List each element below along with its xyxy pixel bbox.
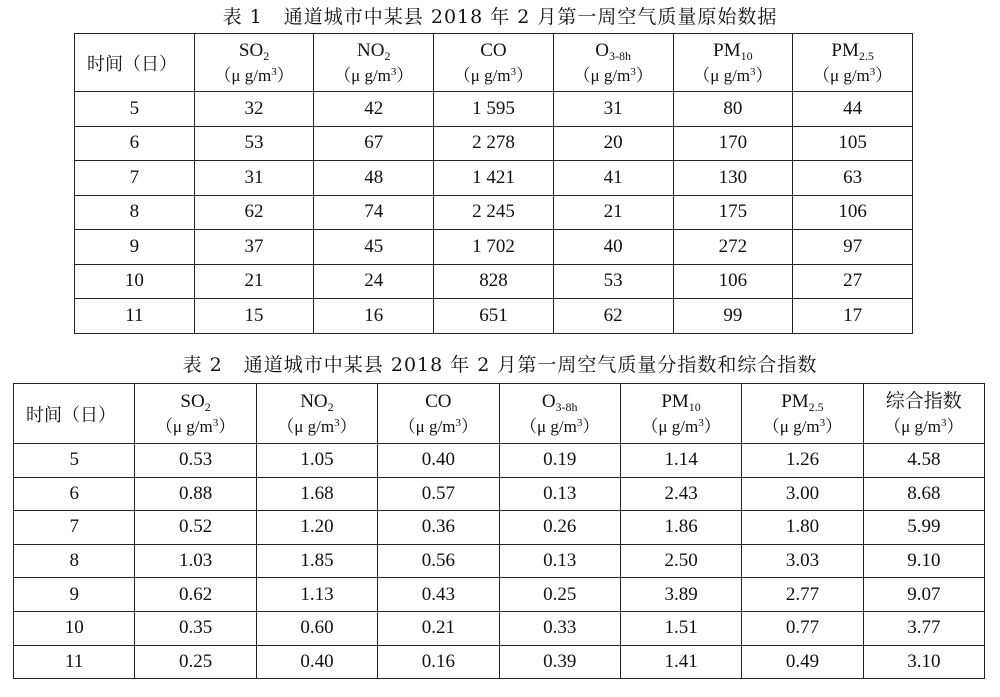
header-subscript: 2 (327, 399, 334, 414)
day-cell: 5 (14, 444, 135, 478)
header-subscript: 2.5 (808, 399, 824, 414)
value-cell: 0.25 (135, 645, 256, 679)
value-cell: 27 (793, 264, 913, 299)
table2-header-row (14, 384, 985, 444)
value-cell: 2.50 (620, 544, 741, 578)
value-cell: 106 (793, 195, 913, 230)
header-unit (674, 64, 793, 88)
value-cell: 0.62 (135, 578, 256, 612)
value-cell: 130 (673, 161, 793, 196)
header-name (378, 389, 498, 415)
value-cell: 8.68 (863, 477, 984, 511)
table-row (14, 544, 985, 578)
value-cell: 31 (553, 92, 673, 127)
table2-header-cell (378, 384, 499, 444)
header-name-text: O (595, 39, 610, 61)
unit-close: ） (703, 416, 721, 436)
table1-header-cell (793, 34, 913, 92)
table2-header-cell (863, 384, 984, 444)
value-cell: 0.43 (378, 578, 499, 612)
header-subscript: 3-8h (609, 48, 632, 63)
unit-close: ） (339, 416, 357, 436)
value-cell: 272 (673, 230, 793, 265)
header-name (674, 38, 793, 64)
value-cell: 0.40 (256, 645, 377, 679)
value-cell: 2.43 (620, 477, 741, 511)
value-cell: 16 (314, 299, 434, 334)
value-cell: 0.16 (378, 645, 499, 679)
value-cell: 105 (793, 126, 913, 161)
value-cell: 1.41 (620, 645, 741, 679)
value-cell: 31 (194, 161, 314, 196)
unit-close: ） (946, 417, 964, 436)
value-cell: 0.13 (499, 544, 620, 578)
value-cell: 1.05 (256, 444, 377, 478)
value-cell: 45 (314, 230, 434, 265)
table1-header-cell (194, 34, 314, 92)
header-name (554, 38, 673, 64)
value-cell: 62 (553, 299, 673, 334)
unit-superscript: 3 (271, 65, 277, 78)
header-name-text: O (541, 390, 556, 412)
header-unit (742, 415, 862, 439)
unit-text: （μ g/m (214, 65, 272, 85)
unit-text: （μ g/m (573, 65, 631, 85)
value-cell: 651 (434, 299, 554, 334)
header-name (195, 38, 314, 64)
header-name-text: CO (425, 390, 452, 412)
table1-header-row (75, 34, 913, 92)
header-unit (195, 64, 314, 88)
value-cell: 21 (194, 264, 314, 299)
value-cell: 1.85 (256, 544, 377, 578)
value-cell: 0.25 (499, 578, 620, 612)
table2-header-cell (620, 384, 741, 444)
day-cell: 9 (14, 578, 135, 612)
header-unit (500, 415, 620, 439)
table-row (75, 195, 913, 230)
value-cell: 3.00 (742, 477, 863, 511)
header-name (257, 389, 377, 415)
table1-header-cell (75, 34, 195, 92)
day-cell: 7 (75, 161, 195, 196)
header-name-text: SO (238, 39, 264, 61)
value-cell: 62 (194, 195, 314, 230)
unit-text: （μ g/m (884, 417, 941, 436)
value-cell: 5.99 (863, 511, 984, 545)
header-name (135, 389, 255, 415)
value-cell: 63 (793, 161, 913, 196)
header-name-text: SO (180, 390, 205, 412)
value-cell: 17 (793, 299, 913, 334)
day-cell: 8 (14, 544, 135, 578)
table-row (14, 511, 985, 545)
value-cell: 0.52 (135, 511, 256, 545)
value-cell: 74 (314, 195, 434, 230)
day-cell: 8 (75, 195, 195, 230)
unit-superscript: 3 (212, 416, 219, 429)
table-row (14, 578, 985, 612)
header-name-text: NO (357, 39, 385, 61)
header-name-text: NO (300, 390, 328, 412)
table2-caption: 表 2 通道城市中某县 2018 年 2 月第一周空气质量分指数和综合指数 (182, 354, 818, 376)
unit-superscript: 3 (869, 65, 876, 78)
table2-body (14, 444, 985, 679)
value-cell: 80 (673, 92, 793, 127)
value-cell: 21 (553, 195, 673, 230)
unit-close: ） (755, 65, 773, 85)
day-cell: 5 (75, 92, 195, 127)
value-cell: 9.07 (863, 578, 984, 612)
value-cell: 106 (673, 264, 793, 299)
unit-text: （μ g/m (812, 65, 870, 85)
value-cell: 0.26 (499, 511, 620, 545)
table1-header-cell (673, 34, 793, 92)
table1-air-quality-raw (74, 33, 913, 334)
value-cell: 2.77 (742, 578, 863, 612)
value-cell: 0.60 (256, 611, 377, 645)
table-row (75, 264, 913, 299)
value-cell: 0.21 (378, 611, 499, 645)
table1-header-cell (314, 34, 434, 92)
value-cell: 1 702 (434, 230, 554, 265)
header-name (434, 38, 553, 64)
unit-close: ） (582, 416, 600, 436)
value-cell: 20 (553, 126, 673, 161)
value-cell: 1.20 (256, 511, 377, 545)
value-cell: 0.13 (499, 477, 620, 511)
unit-text: （μ g/m (155, 416, 213, 436)
header-subscript: 2 (263, 48, 270, 63)
value-cell: 1.68 (256, 477, 377, 511)
header-subscript: 2 (204, 399, 211, 414)
unit-text: （μ g/m (334, 65, 391, 85)
unit-text: （μ g/m (762, 416, 820, 436)
value-cell: 175 (673, 195, 793, 230)
header-unit (793, 64, 912, 88)
table-row (75, 161, 913, 196)
value-cell: 0.53 (135, 444, 256, 478)
unit-superscript: 3 (455, 416, 461, 429)
header-name-text: PM (831, 39, 859, 61)
table2-header-cell (14, 384, 135, 444)
header-unit (378, 415, 498, 439)
table2-header-cell (742, 384, 863, 444)
unit-close: ） (825, 416, 843, 436)
unit-close: ） (396, 65, 414, 85)
value-cell: 44 (793, 92, 913, 127)
unit-superscript: 3 (819, 416, 826, 429)
value-cell: 1.86 (620, 511, 741, 545)
table-row (14, 477, 985, 511)
table-row (75, 92, 913, 127)
day-cell: 10 (14, 611, 135, 645)
unit-superscript: 3 (630, 65, 636, 78)
header-unit (434, 64, 553, 88)
unit-text: （μ g/m (520, 416, 577, 436)
unit-close: ） (635, 65, 653, 85)
table2-header-cell (135, 384, 256, 444)
value-cell: 0.77 (742, 611, 863, 645)
value-cell: 0.57 (378, 477, 499, 511)
header-label: 时间（日） (26, 404, 116, 426)
value-cell: 3.10 (863, 645, 984, 679)
day-cell: 6 (14, 477, 135, 511)
table-row (75, 126, 913, 161)
day-cell: 6 (75, 126, 195, 161)
value-cell: 0.39 (499, 645, 620, 679)
unit-close: ） (516, 65, 534, 85)
value-cell: 0.36 (378, 511, 499, 545)
value-cell: 1.51 (620, 611, 741, 645)
table1-caption: 表 1 通道城市中某县 2018 年 2 月第一周空气质量原始数据 (222, 6, 778, 28)
unit-text: （μ g/m (398, 416, 456, 436)
value-cell: 41 (553, 161, 673, 196)
value-cell: 97 (793, 230, 913, 265)
value-cell: 1.14 (620, 444, 741, 478)
value-cell: 828 (434, 264, 554, 299)
day-cell: 11 (75, 299, 195, 334)
header-name (621, 389, 741, 415)
value-cell: 37 (194, 230, 314, 265)
header-name-text: 综合指数 (885, 390, 962, 412)
value-cell: 2 278 (434, 126, 554, 161)
header-subscript: 2 (384, 48, 391, 63)
unit-superscript: 3 (698, 416, 704, 429)
header-unit (864, 415, 984, 439)
table-row (14, 444, 985, 478)
table-row (75, 299, 913, 334)
header-name-text: PM (781, 390, 809, 412)
value-cell: 3.89 (620, 578, 741, 612)
value-cell: 0.88 (135, 477, 256, 511)
table-row (75, 230, 913, 265)
value-cell: 3.03 (742, 544, 863, 578)
value-cell: 32 (194, 92, 314, 127)
header-label: 时间（日） (87, 53, 177, 75)
value-cell: 1.26 (742, 444, 863, 478)
value-cell: 0.56 (378, 544, 499, 578)
value-cell: 0.49 (742, 645, 863, 679)
value-cell: 48 (314, 161, 434, 196)
value-cell: 15 (194, 299, 314, 334)
value-cell: 0.33 (499, 611, 620, 645)
value-cell: 67 (314, 126, 434, 161)
header-unit (314, 64, 433, 88)
value-cell: 170 (673, 126, 793, 161)
header-subscript: 10 (740, 48, 753, 63)
value-cell: 0.35 (135, 611, 256, 645)
unit-superscript: 3 (510, 65, 517, 78)
header-name (793, 38, 912, 64)
table2-header-cell (499, 384, 620, 444)
header-name (314, 38, 433, 64)
value-cell: 4.58 (863, 444, 984, 478)
value-cell: 1 421 (434, 161, 554, 196)
value-cell: 53 (553, 264, 673, 299)
header-unit (554, 64, 673, 88)
unit-superscript: 3 (576, 416, 583, 429)
value-cell: 99 (673, 299, 793, 334)
unit-text: （μ g/m (277, 416, 335, 436)
unit-superscript: 3 (750, 65, 756, 78)
header-unit (621, 415, 741, 439)
day-cell: 9 (75, 230, 195, 265)
day-cell: 7 (14, 511, 135, 545)
table1-header-cell (434, 34, 554, 92)
table1-body (75, 92, 913, 334)
header-name-text: PM (713, 39, 741, 61)
value-cell: 9.10 (863, 544, 984, 578)
header-name (500, 389, 620, 415)
value-cell: 0.40 (378, 444, 499, 478)
unit-close: ） (218, 416, 236, 436)
table1-header-cell (553, 34, 673, 92)
header-name-text: CO (480, 39, 507, 61)
unit-text: （μ g/m (453, 65, 511, 85)
unit-close: ） (276, 65, 294, 85)
value-cell: 1.03 (135, 544, 256, 578)
value-cell: 53 (194, 126, 314, 161)
unit-close: ） (460, 416, 478, 436)
value-cell: 0.19 (499, 444, 620, 478)
value-cell: 3.77 (863, 611, 984, 645)
value-cell: 42 (314, 92, 434, 127)
value-cell: 24 (314, 264, 434, 299)
value-cell: 1.80 (742, 511, 863, 545)
unit-text: （μ g/m (693, 65, 751, 85)
header-subscript: 2.5 (858, 48, 874, 63)
unit-superscript: 3 (334, 416, 340, 429)
unit-superscript: 3 (390, 65, 397, 78)
value-cell: 1.13 (256, 578, 377, 612)
header-subscript: 3-8h (555, 399, 578, 414)
unit-close: ） (875, 65, 893, 85)
value-cell: 2 245 (434, 195, 554, 230)
value-cell: 40 (553, 230, 673, 265)
header-subscript: 10 (688, 399, 701, 414)
header-unit (135, 415, 255, 439)
unit-superscript: 3 (940, 417, 947, 429)
unit-text: （μ g/m (641, 416, 699, 436)
value-cell: 1 595 (434, 92, 554, 127)
table2-header-cell (256, 384, 377, 444)
table2-air-quality-index (13, 383, 985, 679)
header-name (864, 388, 984, 415)
header-name-text: PM (661, 390, 689, 412)
day-cell: 10 (75, 264, 195, 299)
header-unit (257, 415, 377, 439)
table-row (14, 645, 985, 679)
table-row (14, 611, 985, 645)
day-cell: 11 (14, 645, 135, 679)
header-name (742, 389, 862, 415)
